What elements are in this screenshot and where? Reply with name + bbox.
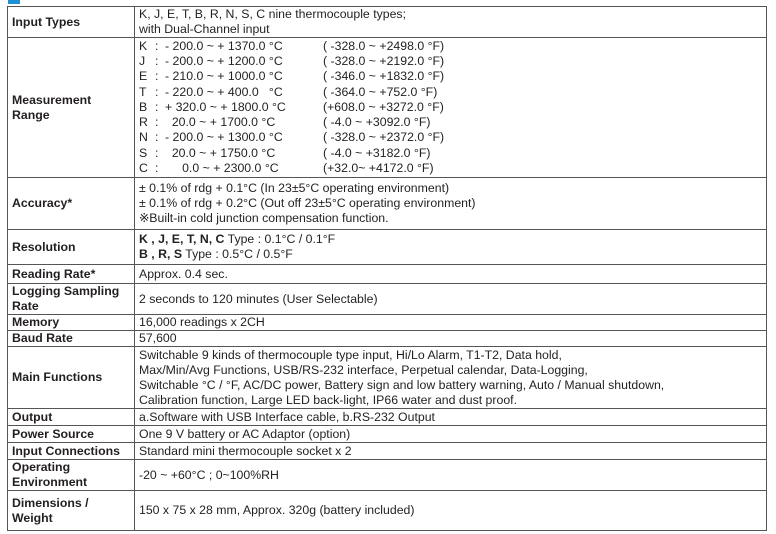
main-functions-line: Switchable °C / °F, AC/DC power, Battery sign and low battery warning, Auto / Manual shutdown,	[139, 377, 665, 392]
measurement-range-line	[139, 100, 762, 115]
main-functions-line: Calibration function, Large LED back-light, IP66 water and dust proof.	[139, 392, 518, 407]
row-label-baud-rate: Baud Rate	[8, 331, 135, 347]
row-label-power-source: Power Source	[8, 426, 135, 443]
thermocouple-type: K	[139, 39, 148, 54]
range-separator: :	[155, 39, 159, 54]
range-fahrenheit: ( -328.0 ~ +2192.0 °F)	[323, 54, 445, 69]
measurement-range-line	[139, 54, 762, 69]
header-accent-bar	[8, 0, 20, 4]
row-label-measurement-range: Measurement Range	[8, 38, 135, 178]
range-celsius: 0.0 ~ + 2300.0 °C	[165, 160, 279, 175]
table-row	[8, 443, 767, 460]
measurement-range-line	[139, 39, 762, 54]
range-fahrenheit: ( -4.0 ~ +3092.0 °F)	[323, 115, 431, 130]
main-functions-value	[135, 347, 767, 409]
row-label-input-types: Input Types	[8, 7, 135, 38]
input-types-line: with Dual-Channel input	[139, 22, 270, 36]
row-label-logging: Logging Sampling Rate	[8, 284, 135, 315]
thermocouple-type: B	[139, 99, 148, 114]
input-connections-value: Standard mini thermocouple socket x 2	[135, 443, 767, 460]
measurement-range-line	[139, 130, 762, 145]
resolution-types: B , R, S	[139, 247, 183, 261]
range-fahrenheit: ( -328.0 ~ +2372.0 °F)	[323, 130, 445, 145]
range-celsius: + 320.0 ~ + 1800.0 °C	[165, 99, 286, 114]
thermocouple-type: T	[139, 84, 147, 99]
memory-value: 16,000 readings x 2CH	[135, 315, 767, 331]
range-separator: :	[155, 84, 159, 99]
table-row	[8, 409, 767, 426]
table-row	[8, 38, 767, 178]
logging-value: 2 seconds to 120 minutes (User Selectable)	[135, 284, 767, 315]
output-value: a.Software with USB Interface cable, b.RS-232 Output	[135, 409, 767, 426]
row-label-output: Output	[8, 409, 135, 426]
accuracy-line: ± 0.1% of rdg + 0.2°C (Out off 23±5°C operating environment)	[139, 196, 476, 210]
measurement-range-line	[139, 161, 762, 176]
table-row	[8, 7, 767, 38]
main-functions-line: Switchable 9 kinds of thermocouple type input, Hi/Lo Alarm, T1-T2, Data hold,	[139, 347, 562, 362]
measurement-range-value	[135, 38, 767, 178]
operating-environment-value: -20 ~ +60°C ; 0~100%RH	[135, 460, 767, 491]
thermocouple-type: E	[139, 69, 148, 84]
row-label-resolution: Resolution	[8, 230, 135, 265]
table-row	[8, 331, 767, 347]
measurement-range-line	[139, 85, 762, 100]
baud-rate-value: 57,600	[135, 331, 767, 347]
row-label-memory: Memory	[8, 315, 135, 331]
measurement-range-line	[139, 69, 762, 84]
range-fahrenheit: (+32.0~ +4172.0 °F)	[323, 160, 434, 175]
range-fahrenheit: ( -4.0 ~ +3182.0 °F)	[323, 145, 431, 160]
range-celsius: - 200.0 ~ + 1200.0 °C	[165, 54, 283, 69]
range-separator: :	[155, 69, 159, 84]
range-fahrenheit: ( -346.0 ~ +1832.0 °F)	[323, 69, 445, 84]
thermocouple-type: C	[139, 160, 148, 175]
accuracy-line: ± 0.1% of rdg + 0.1°C (In 23±5°C operating environment)	[139, 181, 450, 195]
row-label-input-connections: Input Connections	[8, 443, 135, 460]
input-types-line: K, J, E, T, B, R, N, S, C nine thermocouple types;	[139, 7, 407, 21]
row-label-main-functions: Main Functions	[8, 347, 135, 409]
input-types-value	[135, 7, 767, 38]
thermocouple-type: J	[139, 54, 146, 69]
resolution-line	[139, 247, 762, 262]
specification-table	[7, 6, 767, 531]
range-separator: :	[155, 130, 159, 145]
range-separator: :	[155, 99, 159, 114]
table-row	[8, 347, 767, 409]
table-row	[8, 265, 767, 284]
range-separator: :	[155, 115, 159, 130]
range-separator: :	[155, 54, 159, 69]
table-row	[8, 178, 767, 230]
row-label-reading-rate: Reading Rate*	[8, 265, 135, 284]
resolution-value	[135, 230, 767, 265]
thermocouple-type: S	[139, 145, 148, 160]
measurement-range-line	[139, 146, 762, 161]
table-row	[8, 315, 767, 331]
accuracy-value	[135, 178, 767, 230]
range-separator: :	[155, 145, 159, 160]
range-fahrenheit: ( -328.0 ~ +2498.0 °F)	[323, 39, 445, 54]
range-celsius: - 220.0 ~ + 400.0 °C	[165, 84, 283, 99]
main-functions-line: Max/Min/Avg Functions, USB/RS-232 interface, Perpetual calendar, Data-Logging,	[139, 362, 588, 377]
range-celsius: - 200.0 ~ + 1300.0 °C	[165, 130, 283, 145]
measurement-range-line	[139, 115, 762, 130]
range-celsius: - 200.0 ~ + 1370.0 °C	[165, 39, 283, 54]
table-row	[8, 230, 767, 265]
resolution-spec: Type : 0.1°C / 0.1°F	[224, 232, 336, 246]
accuracy-line: ※Built-in cold junction compensation function.	[139, 211, 389, 225]
range-celsius: 20.0 ~ + 1750.0 °C	[165, 145, 276, 160]
resolution-spec: Type : 0.5°C / 0.5°F	[182, 247, 293, 261]
range-separator: :	[155, 160, 159, 175]
thermocouple-type: R	[139, 115, 148, 130]
thermocouple-type: N	[139, 130, 148, 145]
dimensions-value: 150 x 75 x 28 mm, Approx. 320g (battery included)	[135, 491, 767, 531]
row-label-operating-environment: Operating Environment	[8, 460, 135, 491]
resolution-line	[139, 232, 762, 247]
table-row	[8, 426, 767, 443]
table-row	[8, 491, 767, 531]
row-label-dimensions: Dimensions / Weight	[8, 491, 135, 531]
table-row	[8, 284, 767, 315]
range-celsius: 20.0 ~ + 1700.0 °C	[165, 115, 276, 130]
range-fahrenheit: (+608.0 ~ +3272.0 °F)	[323, 99, 444, 114]
reading-rate-value: Approx. 0.4 sec.	[135, 265, 767, 284]
resolution-types: K , J, E, T, N, C	[139, 232, 225, 246]
power-source-value: One 9 V battery or AC Adaptor (option)	[135, 426, 767, 443]
range-celsius: - 210.0 ~ + 1000.0 °C	[165, 69, 283, 84]
table-row	[8, 460, 767, 491]
row-label-accuracy: Accuracy*	[8, 178, 135, 230]
range-fahrenheit: ( -364.0 ~ +752.0 °F)	[323, 84, 438, 99]
